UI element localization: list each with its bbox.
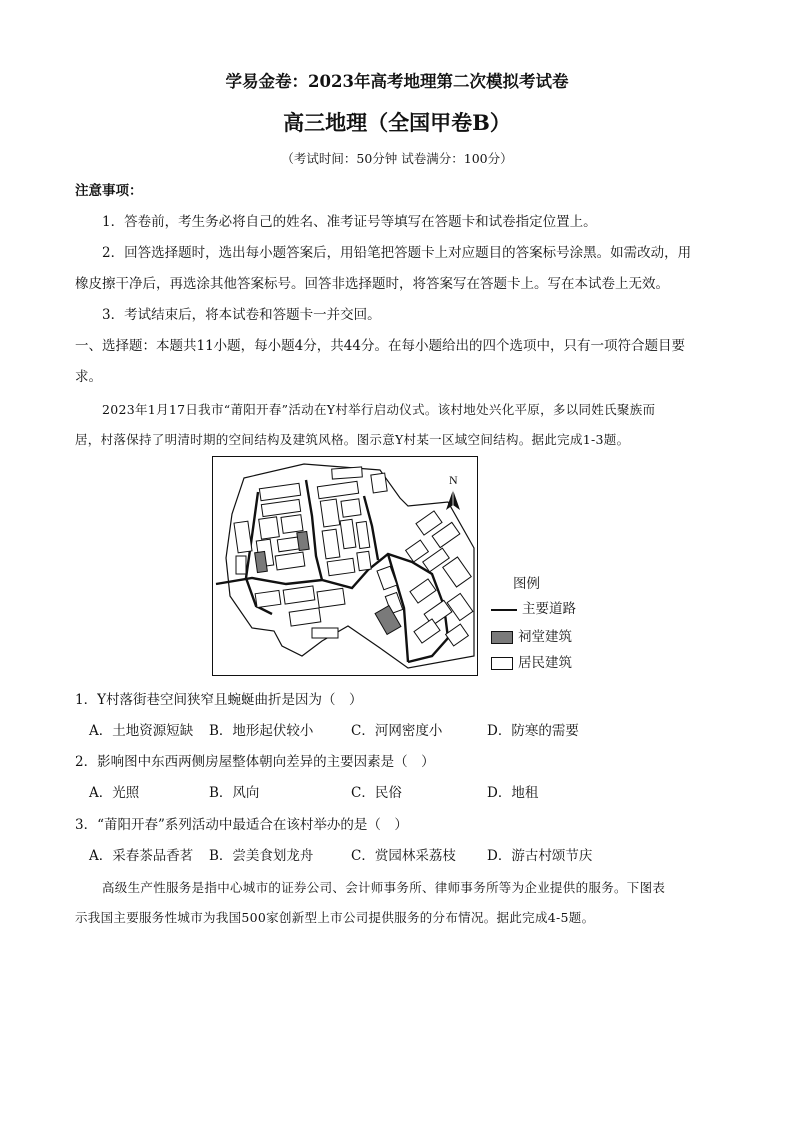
hall-swatch (491, 631, 513, 644)
passage-text: 示我国主要服务性城市为我国500家创新型上市公司提供服务的分布情况。据此完成4-5题。 (75, 910, 595, 925)
section-heading-cont: 求。 (75, 369, 102, 385)
question-stem: 1．Y村落街巷空间狭窄且蜿蜒曲折是因为（ ） (75, 692, 363, 708)
passage-text: 居，村落保持了明清时期的空间结构及建筑风格。图示意Y村某一区域空间结构。据此完成1-3题。 (75, 432, 630, 447)
legend-label: 主要道路 (522, 601, 576, 617)
passage-text: 高级生产性服务是指中心城市的证券公司、会计师事务所、律师事务所等为企业提供的服务。下图表 (102, 880, 666, 895)
passage-text: 2023年1月17日我市“莆阳开春”活动在Y村举行启动仪式。该村地处兴化平原，多以同姓氏聚族而 (102, 402, 656, 417)
exam-meta: （考试时间：50分钟 试卷满分：100分） (281, 151, 513, 166)
legend-item-hall (491, 627, 572, 647)
question-option: B．尝美食划龙舟 (209, 848, 314, 864)
question-stem: 2．影响图中东西两侧房屋整体朝向差异的主要因素是（ ） (75, 754, 435, 770)
road-swatch (491, 609, 517, 611)
note-item: 2．回答选择题时，选出每小题答案后，用铅笔把答题卡上对应题目的答案标号涂黑。如需改动，用 (102, 245, 692, 261)
north-label: N (449, 473, 458, 487)
note-item: 橡皮擦干净后，再选涂其他答案标号。回答非选择题时，将答案写在答题卡上。写在本试卷上无效。 (75, 276, 669, 292)
question-option: A．光照 (89, 785, 140, 801)
village-map (212, 456, 478, 676)
exam-title: 学易金卷：2023年高考地理第二次模拟考试卷 (225, 72, 569, 91)
question-option: A．土地资源短缺 (89, 723, 194, 739)
legend-item-road (491, 599, 576, 619)
legend-item-residence (491, 653, 572, 673)
note-item: 3．考试结束后，将本试卷和答题卡一并交回。 (102, 307, 381, 323)
exam-subtitle: 高三地理（全国甲卷B） (283, 110, 511, 135)
question-stem: 3．“莆阳开春”系列活动中最适合在该村举办的是（ ） (75, 817, 408, 833)
question-option: D．防寒的需要 (487, 723, 579, 739)
question-option: B．地形起伏较小 (209, 723, 314, 739)
legend-label: 祠堂建筑 (518, 629, 572, 645)
question-option: C．民俗 (351, 785, 402, 801)
question-option: B．风向 (209, 785, 260, 801)
question-option: C．赏园林采荔枝 (351, 848, 456, 864)
notes-heading: 注意事项： (75, 183, 143, 199)
section-heading: 一、选择题：本题共11小题，每小题4分，共44分。在每小题给出的四个选项中，只有一项符合题目要 (75, 338, 685, 354)
residence-swatch (491, 657, 513, 670)
question-option: C．河网密度小 (351, 723, 443, 739)
note-item: 1．答卷前，考生务必将自己的姓名、准考证号等填写在答题卡和试卷指定位置上。 (102, 214, 597, 230)
question-option: D．游古村颂节庆 (487, 848, 593, 864)
question-option: D．地租 (487, 785, 539, 801)
legend-title: 图例 (513, 576, 540, 592)
legend-label: 居民建筑 (518, 655, 572, 671)
question-option: A．采春茶品香茗 (89, 848, 194, 864)
